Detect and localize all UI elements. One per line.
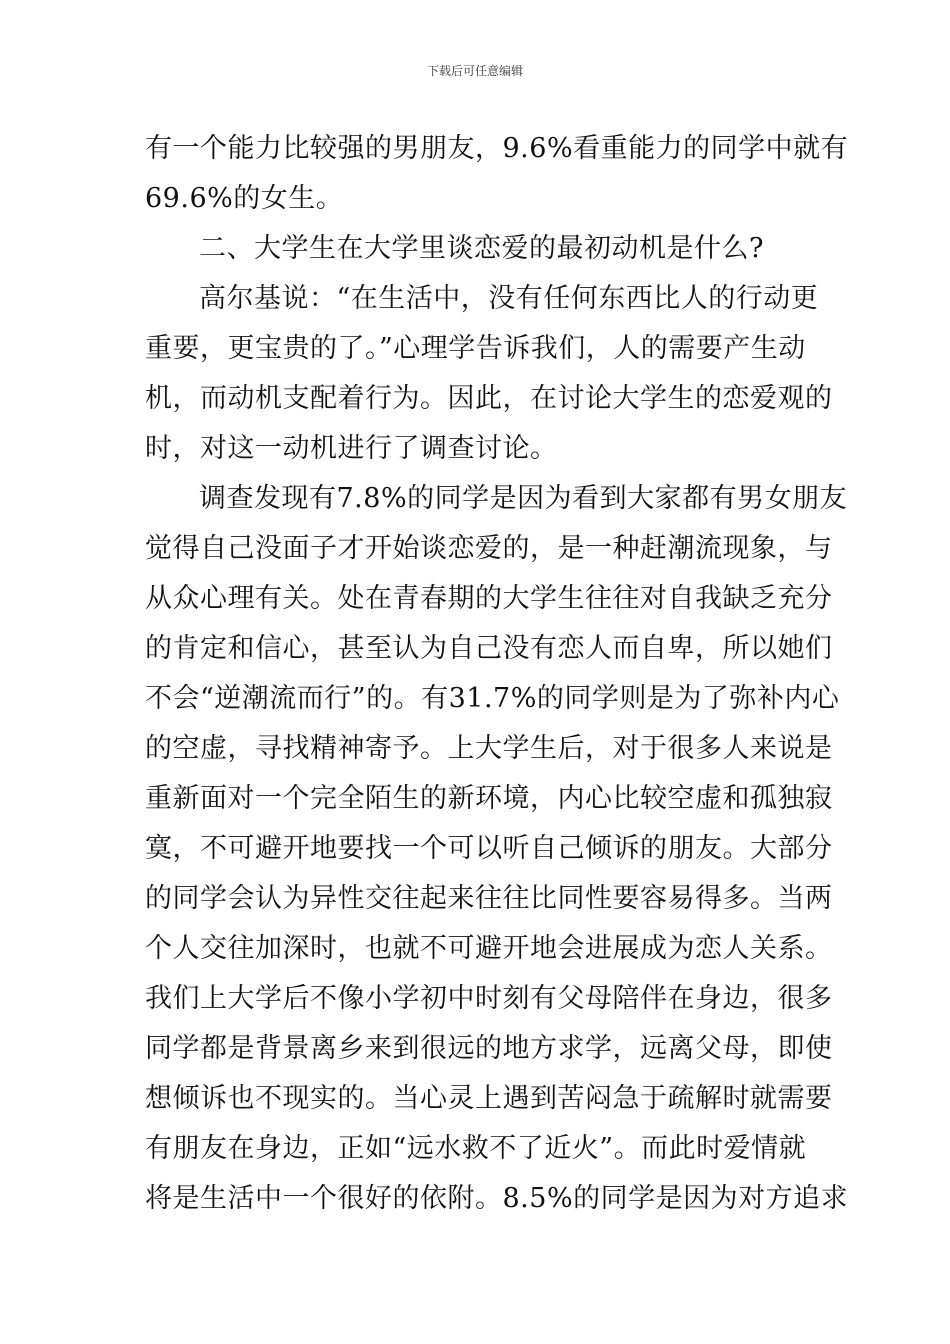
- text-line: 有一个能力比较强的男朋友，9.6%看重能力的同学中就有: [145, 133, 849, 164]
- text-line: 同学都是背景离乡来到很远的地方求学，远离父母，即使: [145, 1033, 833, 1064]
- text-line: 机，而动机支配着行为。因此，在讨论大学生的恋爱观的: [145, 383, 833, 414]
- text-line: 重要，更宝贵的了。”心理学告诉我们，人的需要产生动: [145, 333, 806, 364]
- page-header: 下载后可任意编辑: [426, 64, 523, 78]
- text-line: 寞，不可避开地要找一个可以听自己倾诉的朋友。大部分: [145, 833, 833, 864]
- text-line: 高尔基说：“在生活中，没有任何东西比人的行动更: [199, 283, 819, 314]
- text-line: 的空虚，寻找精神寄予。上大学生后，对于很多人来说是: [145, 733, 833, 764]
- text-line: 个人交往加深时，也就不可避开地会进展成为恋人关系。: [145, 933, 833, 964]
- text-line: 我们上大学后不像小学初中时刻有父母陪伴在身边，很多: [145, 983, 833, 1014]
- text-line: 调查发现有7.8%的同学是因为看到大家都有男女朋友: [199, 483, 848, 514]
- text-line: 时，对这一动机进行了调查讨论。: [145, 433, 558, 464]
- text-line: 将是生活中一个很好的依附。8.5%的同学是因为对方追求: [145, 1183, 849, 1214]
- text-line: 69.6%的女生。: [145, 183, 344, 214]
- text-line: 不会“逆潮流而行”的。有31.7%的同学则是为了弥补内心: [145, 683, 840, 714]
- text-line: 重新面对一个完全陌生的新环境，内心比较空虚和孤独寂: [145, 783, 833, 814]
- text-line: 觉得自己没面子才开始谈恋爱的，是一种赶潮流现象，与: [145, 533, 833, 564]
- text-line: 想倾诉也不现实的。当心灵上遇到苦闷急于疏解时就需要: [145, 1083, 833, 1114]
- text-line: 的同学会认为异性交往起来往往比同性要容易得多。当两: [145, 883, 833, 914]
- document-body: [145, 124, 849, 1224]
- section-heading: 二、大学生在大学里谈恋爱的最初动机是什么?: [199, 233, 764, 264]
- text-line: 从众心理有关。处在青春期的大学生往往对自我缺乏充分: [145, 583, 833, 614]
- text-line: 有朋友在身边，正如“远水救不了近火”。而此时爱情就: [145, 1133, 807, 1164]
- text-line: 的肯定和信心，甚至认为自己没有恋人而自卑，所以她们: [145, 633, 833, 664]
